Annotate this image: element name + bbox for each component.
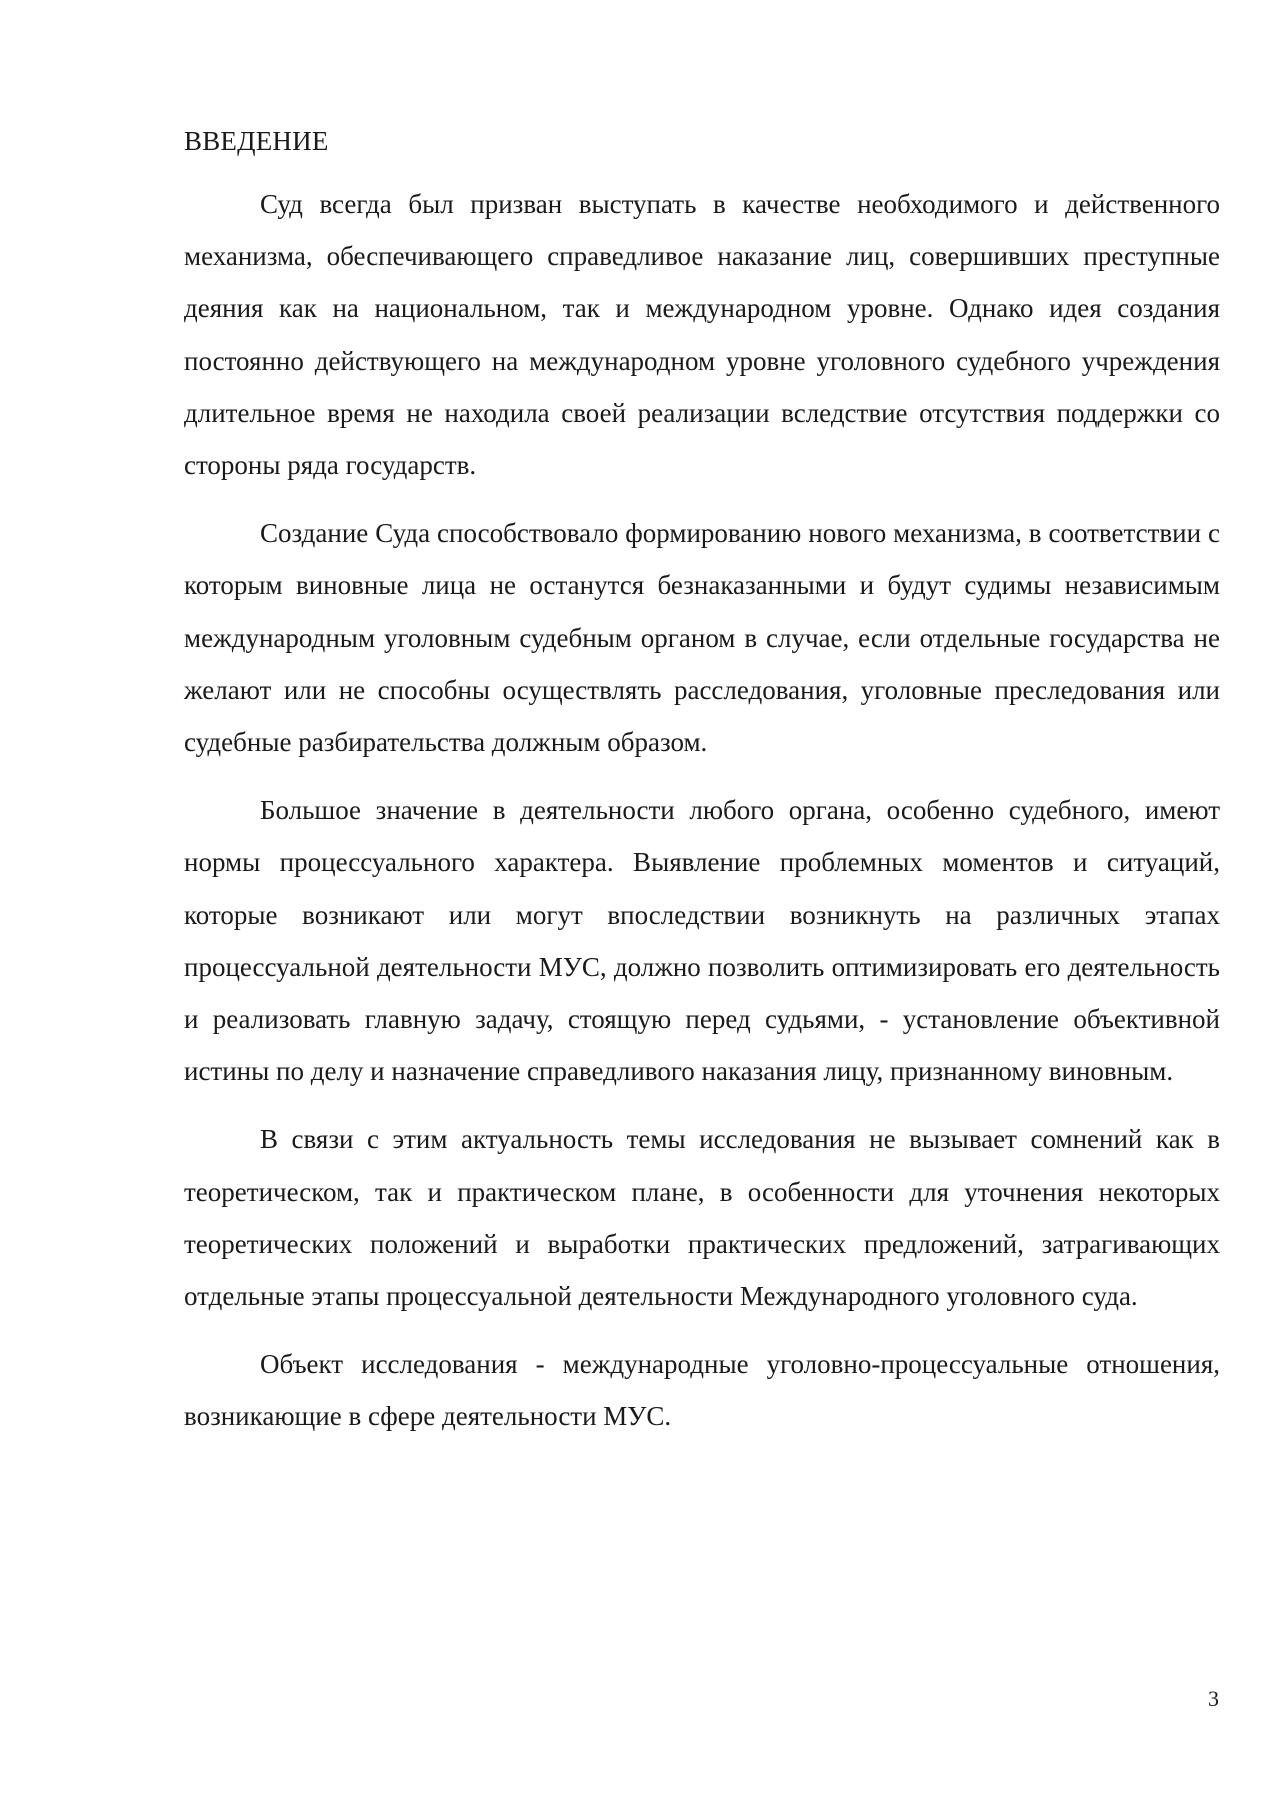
page-content	[184, 120, 1220, 1459]
paragraph-3: Большое значение в деятельности любого органа, особенно судебного, имеют нормы процессуального характера. Выявление проблемных моментов и ситуаций, которые возникают или могут впоследствии возникнуть на различных этапах процессуальной деятельности МУС, должно позволить оптимизировать его деятельность и реализовать главную задачу, стоящую перед судьями, - установление объективной истины по делу и назначение справедливого наказания лицу, признанному виновным.	[184, 795, 1220, 1087]
page-number: 3	[1208, 1686, 1219, 1711]
section-heading: ВВЕДЕНИЕ	[184, 126, 329, 156]
paragraph-5: Объект исследования - международные уголовно-процессуальные отношения, возникающие в сфере деятельности МУС.	[184, 1349, 1220, 1432]
paragraph-2: Создание Суда способствовало формированию нового механизма, в соответствии с которым виновные лица не останутся безнаказанными и будут судимы независимым международным уголовным судебным органом в случае, если отдельные государства не желают или не способны осуществлять расследования, уголовные преследования или судебные разбирательства должным образом.	[184, 518, 1220, 758]
paragraph-1: Суд всегда был призван выступать в качестве необходимого и действенного механизма, обеспечивающего справедливое наказание лиц, совершивших преступные деяния как на национальном, так и международном уровне. Однако идея создания постоянно действующего на международном уровне уголовного судебного учреждения длительное время не находила своей реализации вследствие отсутствия поддержки со стороны ряда государств.	[184, 189, 1220, 481]
paragraph-4: В связи с этим актуальность темы исследования не вызывает сомнений как в теоретическом, так и практическом плане, в особенности для уточнения некоторых теоретических положений и выработки практических предложений, затрагивающих отдельные этапы процессуальной деятельности Международного уголовного суда.	[184, 1124, 1220, 1312]
